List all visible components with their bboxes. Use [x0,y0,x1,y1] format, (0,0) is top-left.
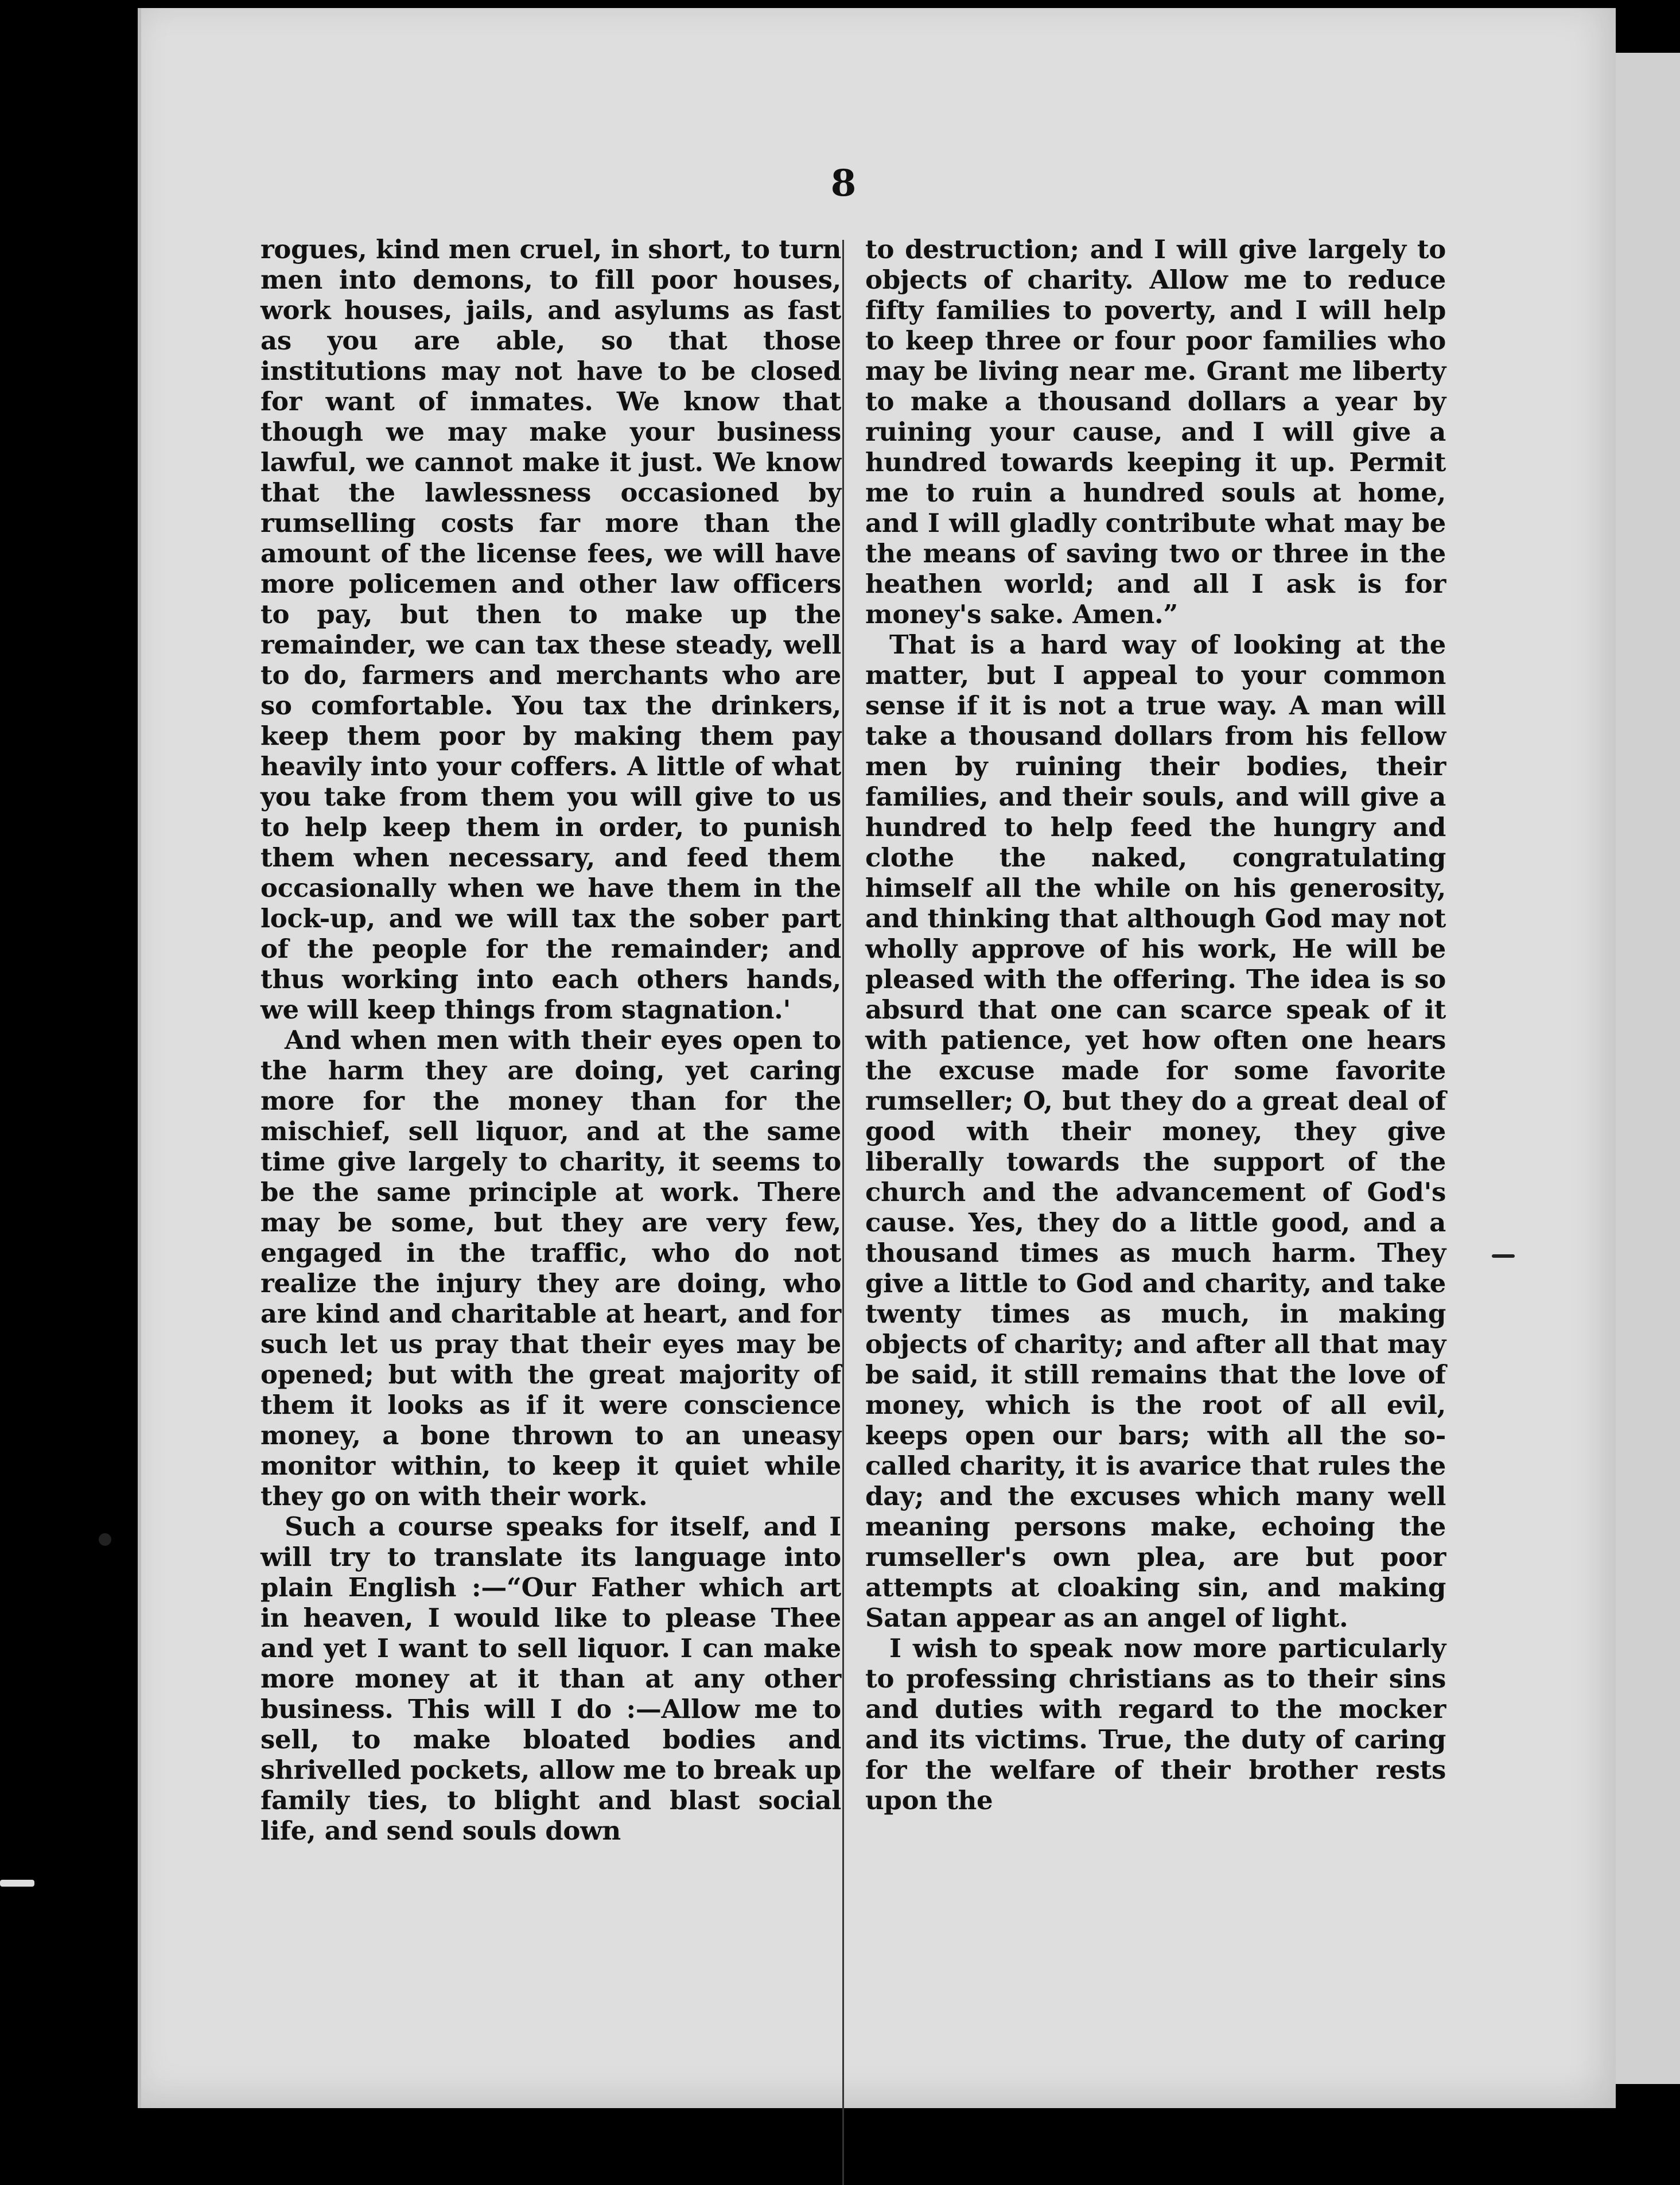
paragraph: rogues, kind men cruel, in short, to turn men into demons, to fill poor houses, work houses, jails, and asylums as fast as you are able, so that those institutions may not have to be closed for want of inmates. We know that though we may make your business lawful, we cannot make it just. We know that the lawlessness occasioned by rumselling costs far more than the amount of the license fees, we will have more policemen and other law officers to pay, but then to make up the remainder, we can tax these steady, well to do, farmers and merchants who are so comfortable. You tax the drinkers, keep them poor by making them pay heavily into your coffers. A little of what you take from them you will give to us to help keep them in order, to punish them when necessary, and feed them occasionally when we have them in the lock-up, and we will tax the sober part of the people for the remainder; and thus working into each others hands, we will keep things from stagnation.' [260,234,841,1025]
right-text-column [865,234,1446,1815]
page-number: 8 [830,162,857,205]
left-text-column [260,234,841,1846]
paragraph: That is a hard way of looking at the matter, but I appeal to your common sense if it is not a true way. A man will take a thousand dollars from his fellow men by ruining their bodies, their families, and their souls, and will give a hundred to help feed the hungry and clothe the naked, congratulating himself all the while on his generosity, and thinking that although God may not wholly approve of his work, He will be pleased with the offering. The idea is so absurd that one can scarce speak of it with patience, yet how often one hears the excuse made for some favorite rumseller; O, but they do a great deal of good with their money, they give liberally towards the support of the church and the advancement of God's cause. Yes, they do a little good, and a thousand times as much harm. They give a little to God and charity, and take twenty times as much, in making objects of charity; and after all that may be said, it still remains that the love of money, which is the root of all evil, keeps open our bars; with all the so-called charity, it is avarice that rules the day; and the excuses which many well meaning persons make, echoing the rumseller's own plea, are but poor attempts at cloaking sin, and making Satan appear as an angel of light. [865,629,1446,1633]
ink-speck [99,1533,111,1546]
paragraph: And when men with their eyes open to the harm they are doing, yet caring more for the money than for the mischief, sell liquor, and at the same time give largely to charity, it seems to be the same principle at work. There may be some, but they are very few, engaged in the traffic, who do not realize the injury they are doing, who are kind and charitable at heart, and for such let us pray that their eyes may be opened; but with the great majority of them it looks as if it were conscience money, a bone thrown to an uneasy monitor within, to keep it quiet while they go on with their work. [260,1025,841,1511]
ink-speck [1492,1254,1515,1258]
column-divider [842,240,844,2185]
scan-artifact [0,1880,34,1887]
paragraph: to destruction; and I will give largely to objects of charity. Allow me to reduce fifty families to poverty, and I will help to keep three or four poor families who may be living near me. Grant me liberty to make a thousand dollars a year by ruining your cause, and I will give a hundred towards keeping it up. Permit me to ruin a hundred souls at home, and I will gladly contribute what may be the means of saving two or three in the heathen world; and all I ask is for money's sake. Amen.” [865,234,1446,629]
paragraph: Such a course speaks for itself, and I will try to translate its language into plain English :—“Our Father which art in heaven, I would like to please Thee and yet I want to sell liquor. I can make more money at it than at any other business. This will I do :—Allow me to sell, to make bloated bodies and shrivelled pockets, allow me to break up family ties, to blight and blast social life, and send souls down [260,1511,841,1846]
paragraph: I wish to speak now more particularly to professing christians as to their sins and duties with regard to the mocker and its victims. True, the duty of caring for the welfare of their brother rests upon the [865,1633,1446,1815]
adjacent-page-edge [1607,53,1680,2084]
